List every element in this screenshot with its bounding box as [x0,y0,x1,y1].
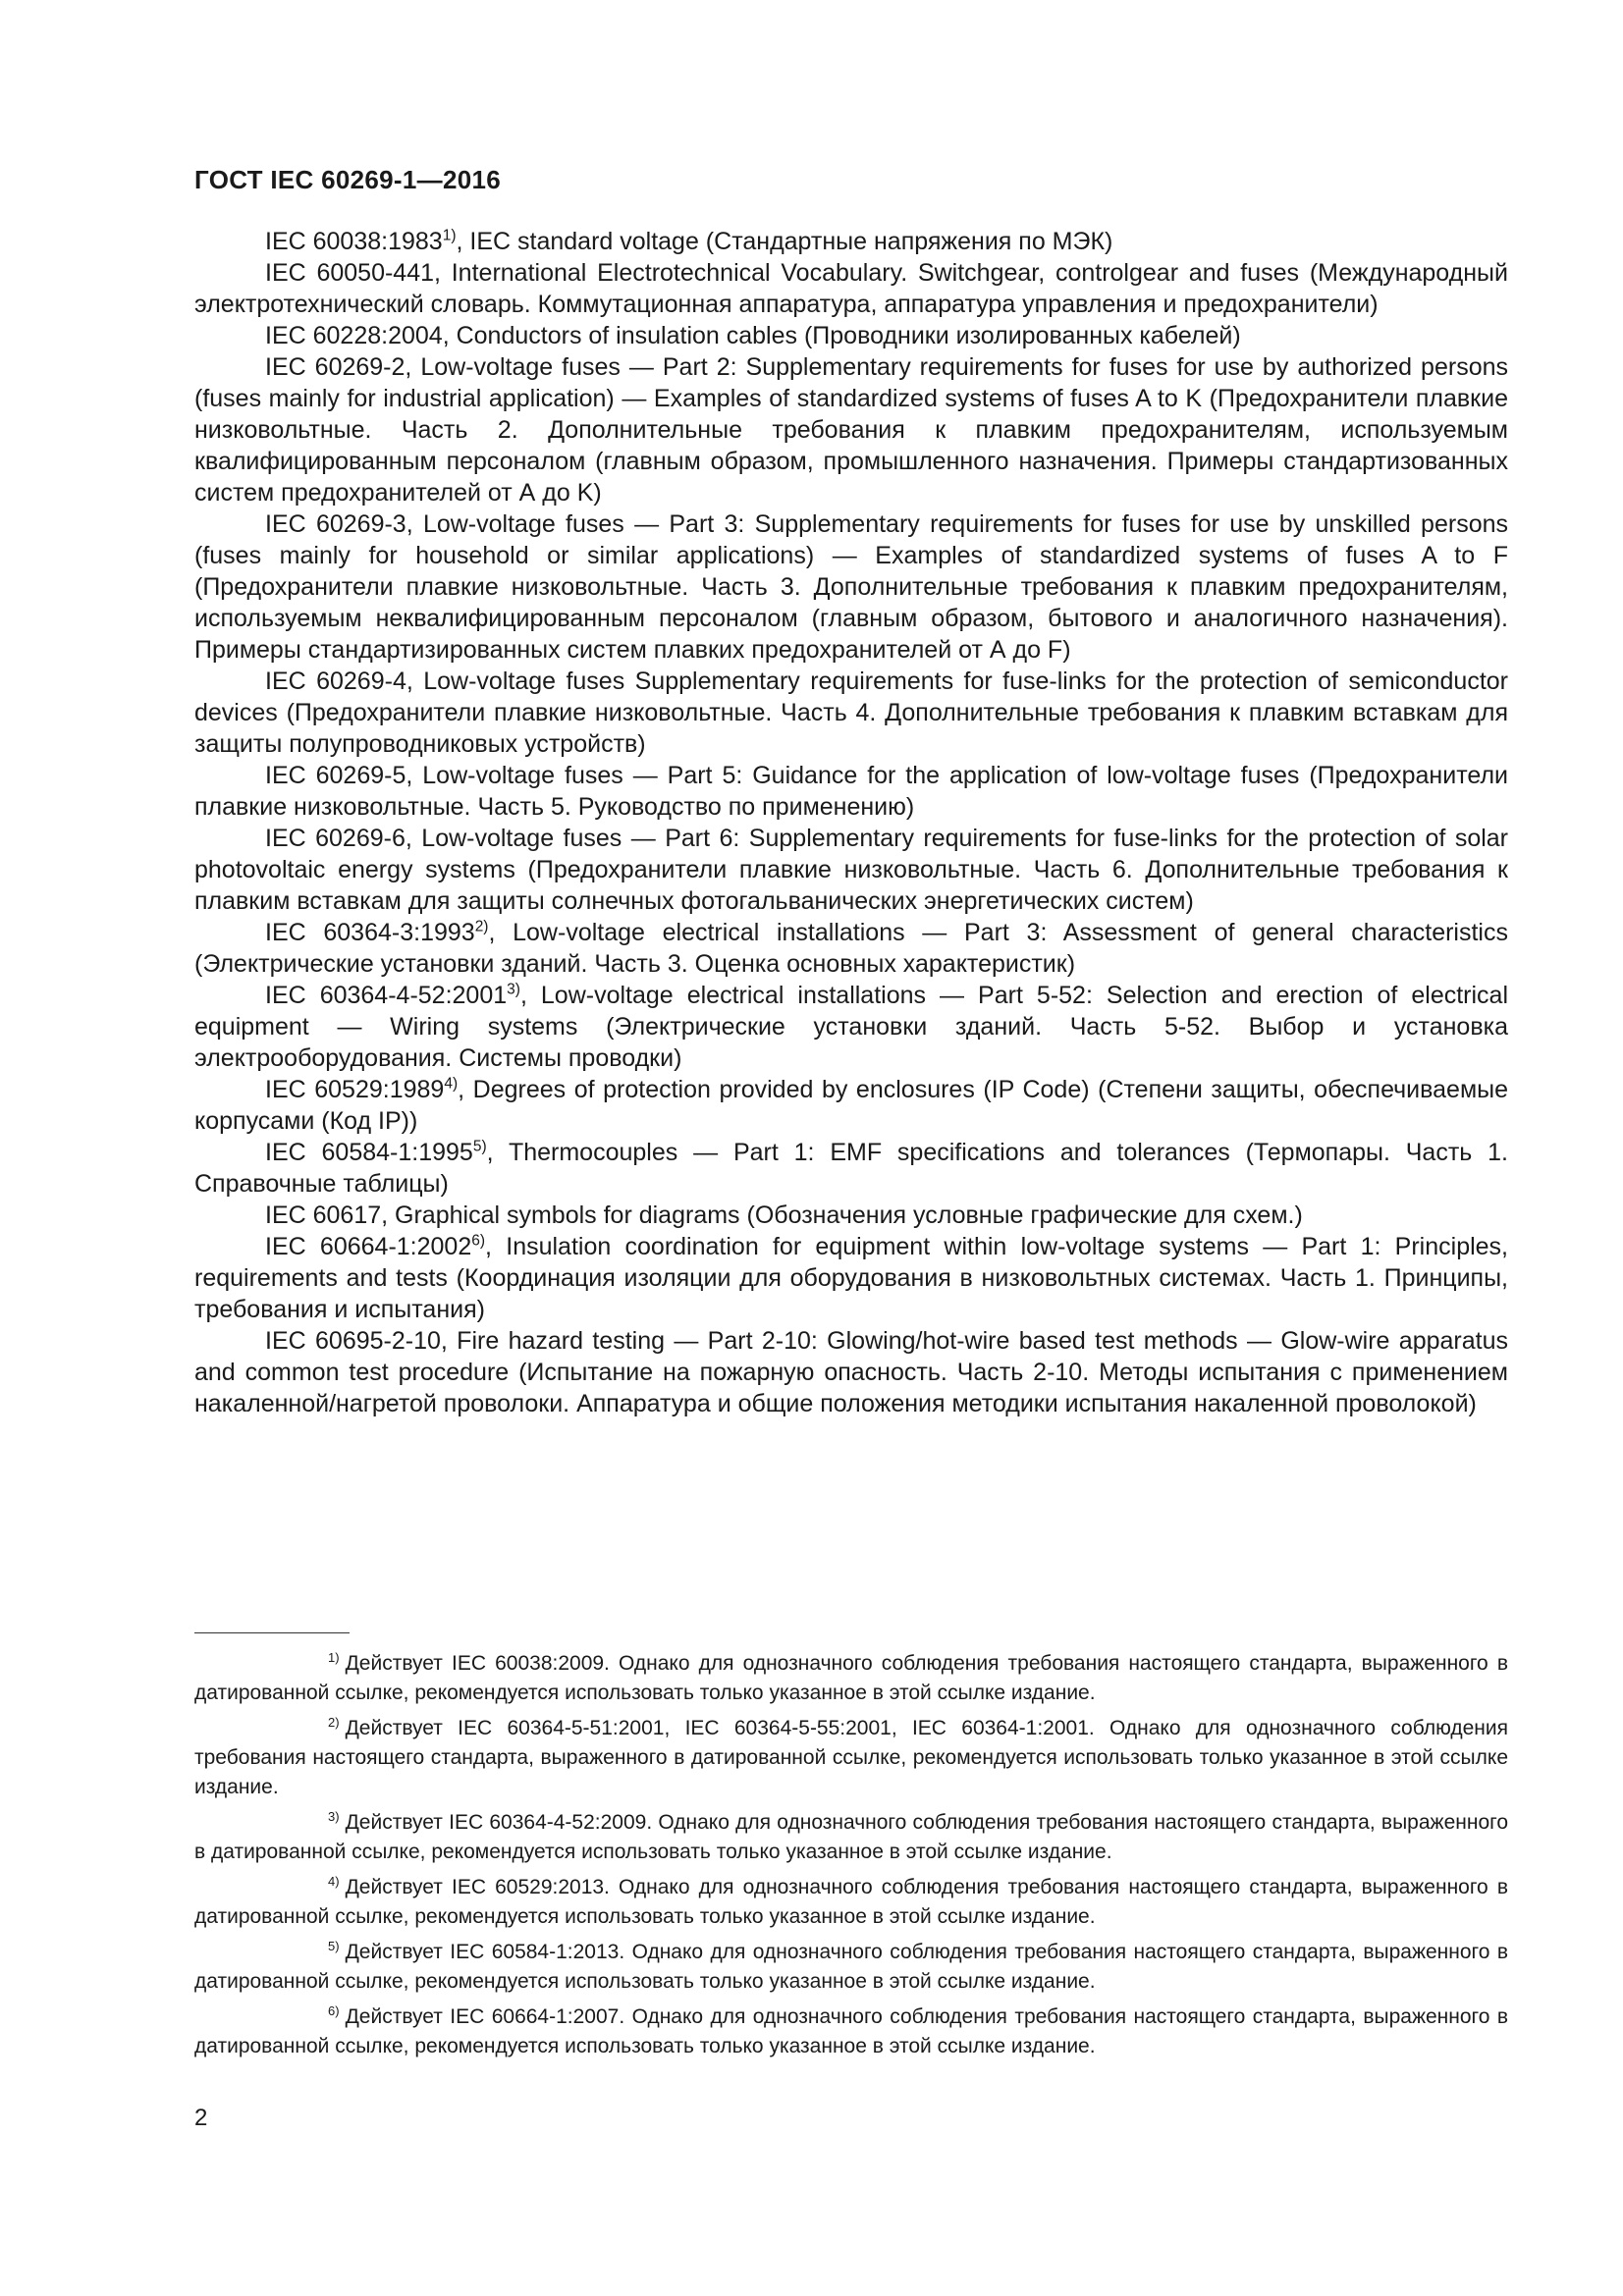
reference-code: IEC 60695-2-10 [265,1327,441,1355]
footnote-text: Действует IEC 60364-5-51:2001, IEC 60364-5-55:2001, IEC 60364-1:2001. Однако для однозначного соблюдения требования настоящего стандарта, выраженного в датированной ссылке, рекомендуется использовать только указанное в этой ссылке издание. [194,1717,1508,1798]
reference-title: , Graphical symbols for diagrams (Обозначения условные графические для схем.) [381,1201,1303,1229]
reference-code: IEC 60664-1:2002 [265,1233,472,1260]
reference-title: , Low-voltage fuses — Part 3: Supplementary requirements for fuses for use by unskilled persons (fuses mainly for household or similar applications) — Examples of standardized systems of fuses A to F (Предохранители плавкие низковольтные. Часть 3. Дополнительные требования к плавким предохранителям, используемым неквалифицированным персоналом (главным образом, бытового и аналогичного назначения). Примеры стандартизированных систем плавких предохранителей от А до F) [194,510,1508,664]
footnote-marker: 3) [507,981,520,998]
reference-code: IEC 60038:1983 [265,228,443,255]
reference-title: , Low-voltage fuses — Part 2: Supplementary requirements for fuses for use by authorized persons (fuses mainly for industrial application) — Examples of standardized systems of fuses A to K (Предохранители плавкие низковольтные. Часть 2. Дополнительные требования к плавким предохранителям, используемым квалифицированным персоналом (главным образом, промышленного назначения. Примеры стандартизованных систем предохранителей от А до K) [194,353,1509,507]
reference-item [194,226,1508,257]
reference-code: IEC 60269-4 [265,667,406,695]
footnotes-list [194,1649,1508,2067]
reference-title: , Degrees of protection provided by enclosures (IP Code) (Степени защиты, обеспечиваемые корпусами (Код IP)) [194,1076,1508,1135]
reference-item [194,257,1508,320]
reference-title: , Insulation coordination for equipment within low-voltage systems — Part 1: Principles, requirements and tests (Координация изоляции для оборудования в низковольтных системах. Часть 1. Принципы, требования и испытания) [194,1233,1509,1323]
reference-title: , Low-voltage fuses — Part 6: Supplementary requirements for fuse-links for the protection of solar photovoltaic energy systems (Предохранители плавкие низковольтные. Часть 6. Дополнительные требования к плавким вставкам для защиты солнечных фотогальванических энергетических систем) [194,825,1509,915]
footnote-text: Действует IEC 60529:2013. Однако для однозначного соблюдения требования настоящего стандарта, выраженного в датированной ссылке, рекомендуется использовать только указанное в этой ссылке издание. [194,1876,1508,1928]
footnote-item: $^{5)}$ Действует IEC 60584-1:2013. Однако для однозначного соблюдения требования настоящего стандарта, выраженного в датированной ссылке, рекомендуется использовать только указанное в этой ссылке издание. [194,1938,1508,1993]
footnote-text: Действует IEC 60364-4-52:2009. Однако для однозначного соблюдения требования настоящего стандарта, выраженного в датированной ссылке, рекомендуется использовать только указанное в этой ссылке издание. [194,1811,1508,1863]
reference-item [194,917,1508,980]
reference-code: IEC 60269-2 [265,353,406,381]
reference-item [194,1325,1508,1419]
footnote-marker: 5) [472,1138,487,1155]
footnote-item: $^{3)}$ Действует IEC 60364-4-52:2009. Однако для однозначного соблюдения требования настоящего стандарта, выраженного в датированной ссылке, рекомендуется использовать только указанное в этой ссылке издание. [194,1808,1508,1863]
footnote-item: $^{6)}$ Действует IEC 60664-1:2007. Однако для однозначного соблюдения требования настоящего стандарта, выраженного в датированной ссылке, рекомендуется использовать только указанное в этой ссылке издание. [194,2002,1508,2057]
reference-item [194,508,1508,666]
footnote-item: $^{1)}$ Действует IEC 60038:2009. Однако для однозначного соблюдения требования настоящего стандарта, выраженного в датированной ссылке, рекомендуется использовать только указанное в этой ссылке издание. [194,1649,1508,1704]
reference-code: IEC 60529:1989 [265,1076,445,1103]
reference-code: IEC 60269-3 [265,510,406,538]
reference-title: , Low-voltage fuses Supplementary requirements for fuse-links for the protection of semiconductor devices (Предохранители плавкие низковольтные. Часть 4. Дополнительные требования к плавким вставкам для защиты полупроводниковых устройств) [194,667,1508,758]
reference-title: , Thermocouples — Part 1: EMF specifications and tolerances (Термопары. Часть 1. Справочные таблицы) [194,1139,1508,1198]
reference-item [194,1137,1508,1200]
footnote-text: Действует IEC 60664-1:2007. Однако для однозначного соблюдения требования настоящего стандарта, выраженного в датированной ссылке, рекомендуется использовать только указанное в этой ссылке издание. [194,2005,1508,2057]
reference-title: , Low-voltage electrical installations — Part 3: Assessment of general characteristics (Электрические установки зданий. Часть 3. Оценка основных характеристик) [194,919,1508,978]
footnote-item: $^{2)}$ Действует IEC 60364-5-51:2001, IEC 60364-5-55:2001, IEC 60364-1:2001. Однако для однозначного соблюдения требования настоящего стандарта, выраженного в датированной ссылке, рекомендуется использовать только указанное в этой ссылке издание. [194,1714,1508,1798]
reference-title: , Conductors of insulation cables (Проводники изолированных кабелей) [442,322,1241,349]
reference-item [194,1231,1508,1325]
reference-code: IEC 60269-5 [265,762,406,789]
document-header: ГОСТ IEC 60269-1—2016 [194,165,501,194]
page-number: 2 [194,2105,208,2131]
footnote-marker: 4) [444,1075,459,1093]
reference-title: , Low-voltage electrical installations — Part 5-52: Selection and erection of electrical equipment — Wiring systems (Электрические установки зданий. Часть 5-52. Выбор и установка электрооборудования. Системы проводки) [194,982,1509,1072]
footnote-text: Действует IEC 60038:2009. Однако для однозначного соблюдения требования настоящего стандарта, выраженного в датированной ссылке, рекомендуется использовать только указанное в этой ссылке издание. [194,1652,1508,1704]
footnote-marker: 2) [474,918,489,935]
reference-item [194,320,1508,351]
reference-title: , IEC standard voltage (Стандартные напряжения по МЭК) [456,228,1113,255]
footnote-text: Действует IEC 60584-1:2013. Однако для однозначного соблюдения требования настоящего стандарта, выраженного в датированной ссылке, рекомендуется использовать только указанное в этой ссылке издание. [194,1941,1508,1993]
normative-references-list [194,226,1508,1419]
footnote-item: $^{4)}$ Действует IEC 60529:2013. Однако для однозначного соблюдения требования настоящего стандарта, выраженного в датированной ссылке, рекомендуется использовать только указанное в этой ссылке издание. [194,1873,1508,1928]
reference-code: IEC 60617 [265,1201,382,1229]
reference-title: , International Electrotechnical Vocabulary. Switchgear, controlgear and fuses (Международный электротехнический словарь. Коммутационная аппаратура, аппаратура управления и предохранители) [194,259,1508,318]
reference-code: IEC 60269-6 [265,825,406,852]
reference-item [194,823,1508,917]
reference-item [194,1074,1508,1137]
reference-code: IEC 60364-4-52:2001 [265,982,508,1009]
reference-code: IEC 60050-441 [265,259,435,287]
reference-title: , Low-voltage fuses — Part 5: Guidance for the application of low-voltage fuses (Предохранители плавкие низковольтные. Часть 5. Руководство по применению) [194,762,1508,821]
footnote-divider [194,1632,350,1633]
reference-item [194,760,1508,823]
reference-code: IEC 60584-1:1995 [265,1139,473,1166]
reference-item [194,666,1508,760]
footnote-marker: 1) [442,227,457,244]
reference-item [194,980,1508,1074]
reference-item [194,1200,1508,1231]
reference-title: , Fire hazard testing — Part 2-10: Glowing/hot-wire based test methods — Glow-wire apparatus and common test procedure (Испытание на пожарную опасность. Часть 2-10. Методы испытания с применением накаленной/нагретой проволоки. Аппаратура и общие положения методики испытания накаленной проволокой) [194,1327,1508,1417]
reference-item [194,351,1508,508]
footnote-marker: 6) [471,1232,486,1250]
reference-code: IEC 60364-3:1993 [265,919,475,946]
reference-code: IEC 60228:2004 [265,322,443,349]
